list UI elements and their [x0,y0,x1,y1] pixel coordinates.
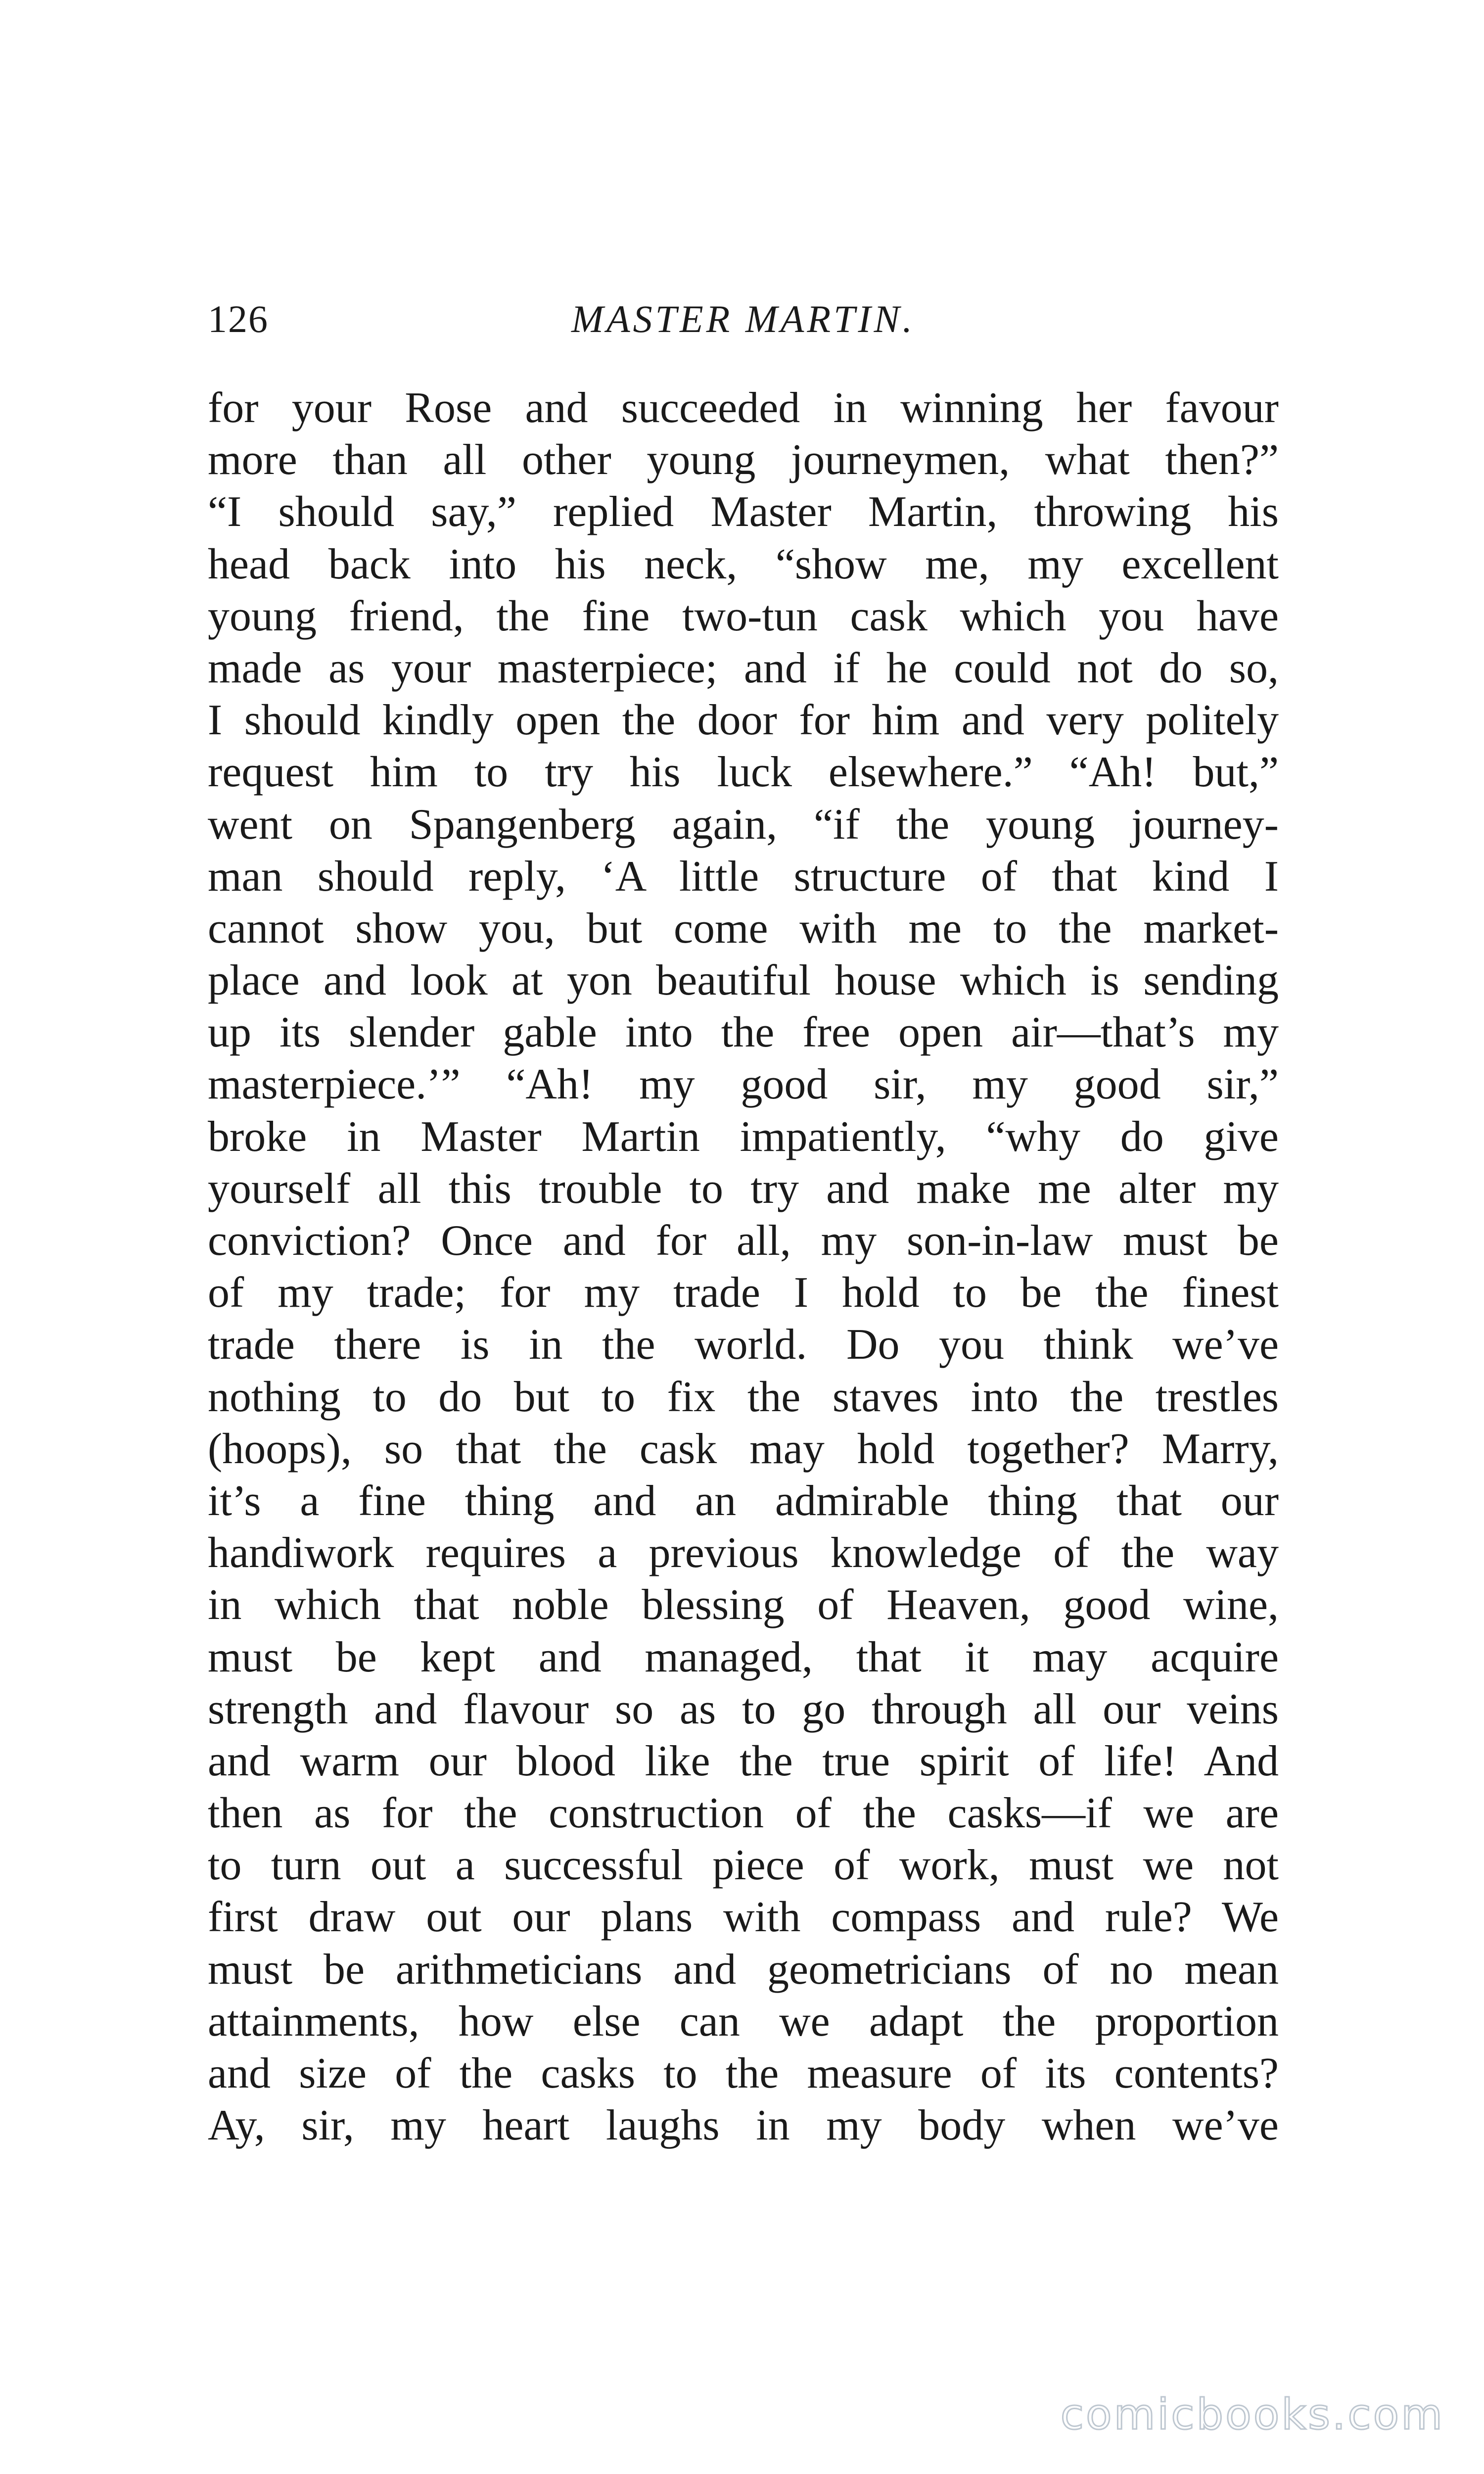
text-line: to turn out a successful piece of work, must we not [208,1841,1279,1890]
text-line: and warm our blood like the true spirit of life! And [208,1737,1279,1785]
text-line: conviction? Once and for all, my son-in-law must be [208,1217,1279,1265]
text-line: place and look at yon beautiful house which is sending [208,956,1279,1005]
text-line: broke in Master Martin impatiently, “why do give [208,1112,1279,1161]
text-line: strength and flavour so as to go through all our veins [208,1685,1279,1733]
text-line: head back into his neck, “show me, my excellent [208,540,1279,588]
text-line: trade there is in the world. Do you think we’ve [208,1321,1279,1369]
text-line: (hoops), so that the cask may hold together? Marry, [208,1425,1279,1473]
text-line: I should kindly open the door for him and very politely [208,696,1279,745]
text-line: cannot show you, but come with me to the market- [208,904,1279,952]
text-line: must be arithmeticians and geometricians of no mean [208,1945,1279,1994]
text-line: young friend, the fine two-tun cask which you have [208,592,1279,640]
running-head [208,292,1279,346]
text-line: first draw out our plans with compass and rule? We [208,1893,1279,1942]
text-line: it’s a fine thing and an admirable thing that our [208,1476,1279,1525]
text-line: in which that noble blessing of Heaven, good wine, [208,1581,1279,1629]
text-line: and size of the casks to the measure of its contents? [208,2049,1279,2097]
text-line: nothing to do but to fix the staves into the trestles [208,1373,1279,1421]
text-line: yourself all this trouble to try and make me alter my [208,1164,1279,1213]
text-line: handiwork requires a previous knowledge of the way [208,1529,1279,1577]
watermark: comicbooks.com [1060,2390,1444,2439]
text-line: more than all other young journeymen, what then?” [208,436,1279,484]
running-title: MASTER MARTIN. [571,297,915,340]
text-line: up its slender gable into the free open air—that’s my [208,1008,1279,1057]
page-number: 126 [208,297,269,340]
text-line: request him to try his luck elsewhere.” “Ah! but,” [208,748,1279,797]
body-text [208,382,1279,2151]
text-line: then as for the construction of the casks—if we are [208,1789,1279,1838]
text-line: made as your masterpiece; and if he could not do so, [208,644,1279,692]
text-line: went on Spangenberg again, “if the young journey- [208,800,1279,849]
text-line: masterpiece.’” “Ah! my good sir, my good sir,” [208,1060,1279,1109]
text-line: man should reply, ‘A little structure of that kind I [208,852,1279,901]
text-line: “I should say,” replied Master Martin, throwing his [208,488,1279,536]
text-line: must be kept and managed, that it may acquire [208,1633,1279,1681]
text-line: attainments, how else can we adapt the proportion [208,1997,1279,2046]
text-line: of my trade; for my trade I hold to be the finest [208,1269,1279,1317]
text-line: Ay, sir, my heart laughs in my body when we’ve [208,2101,1279,2150]
text-line: for your Rose and succeeded in winning her favour [208,384,1279,432]
